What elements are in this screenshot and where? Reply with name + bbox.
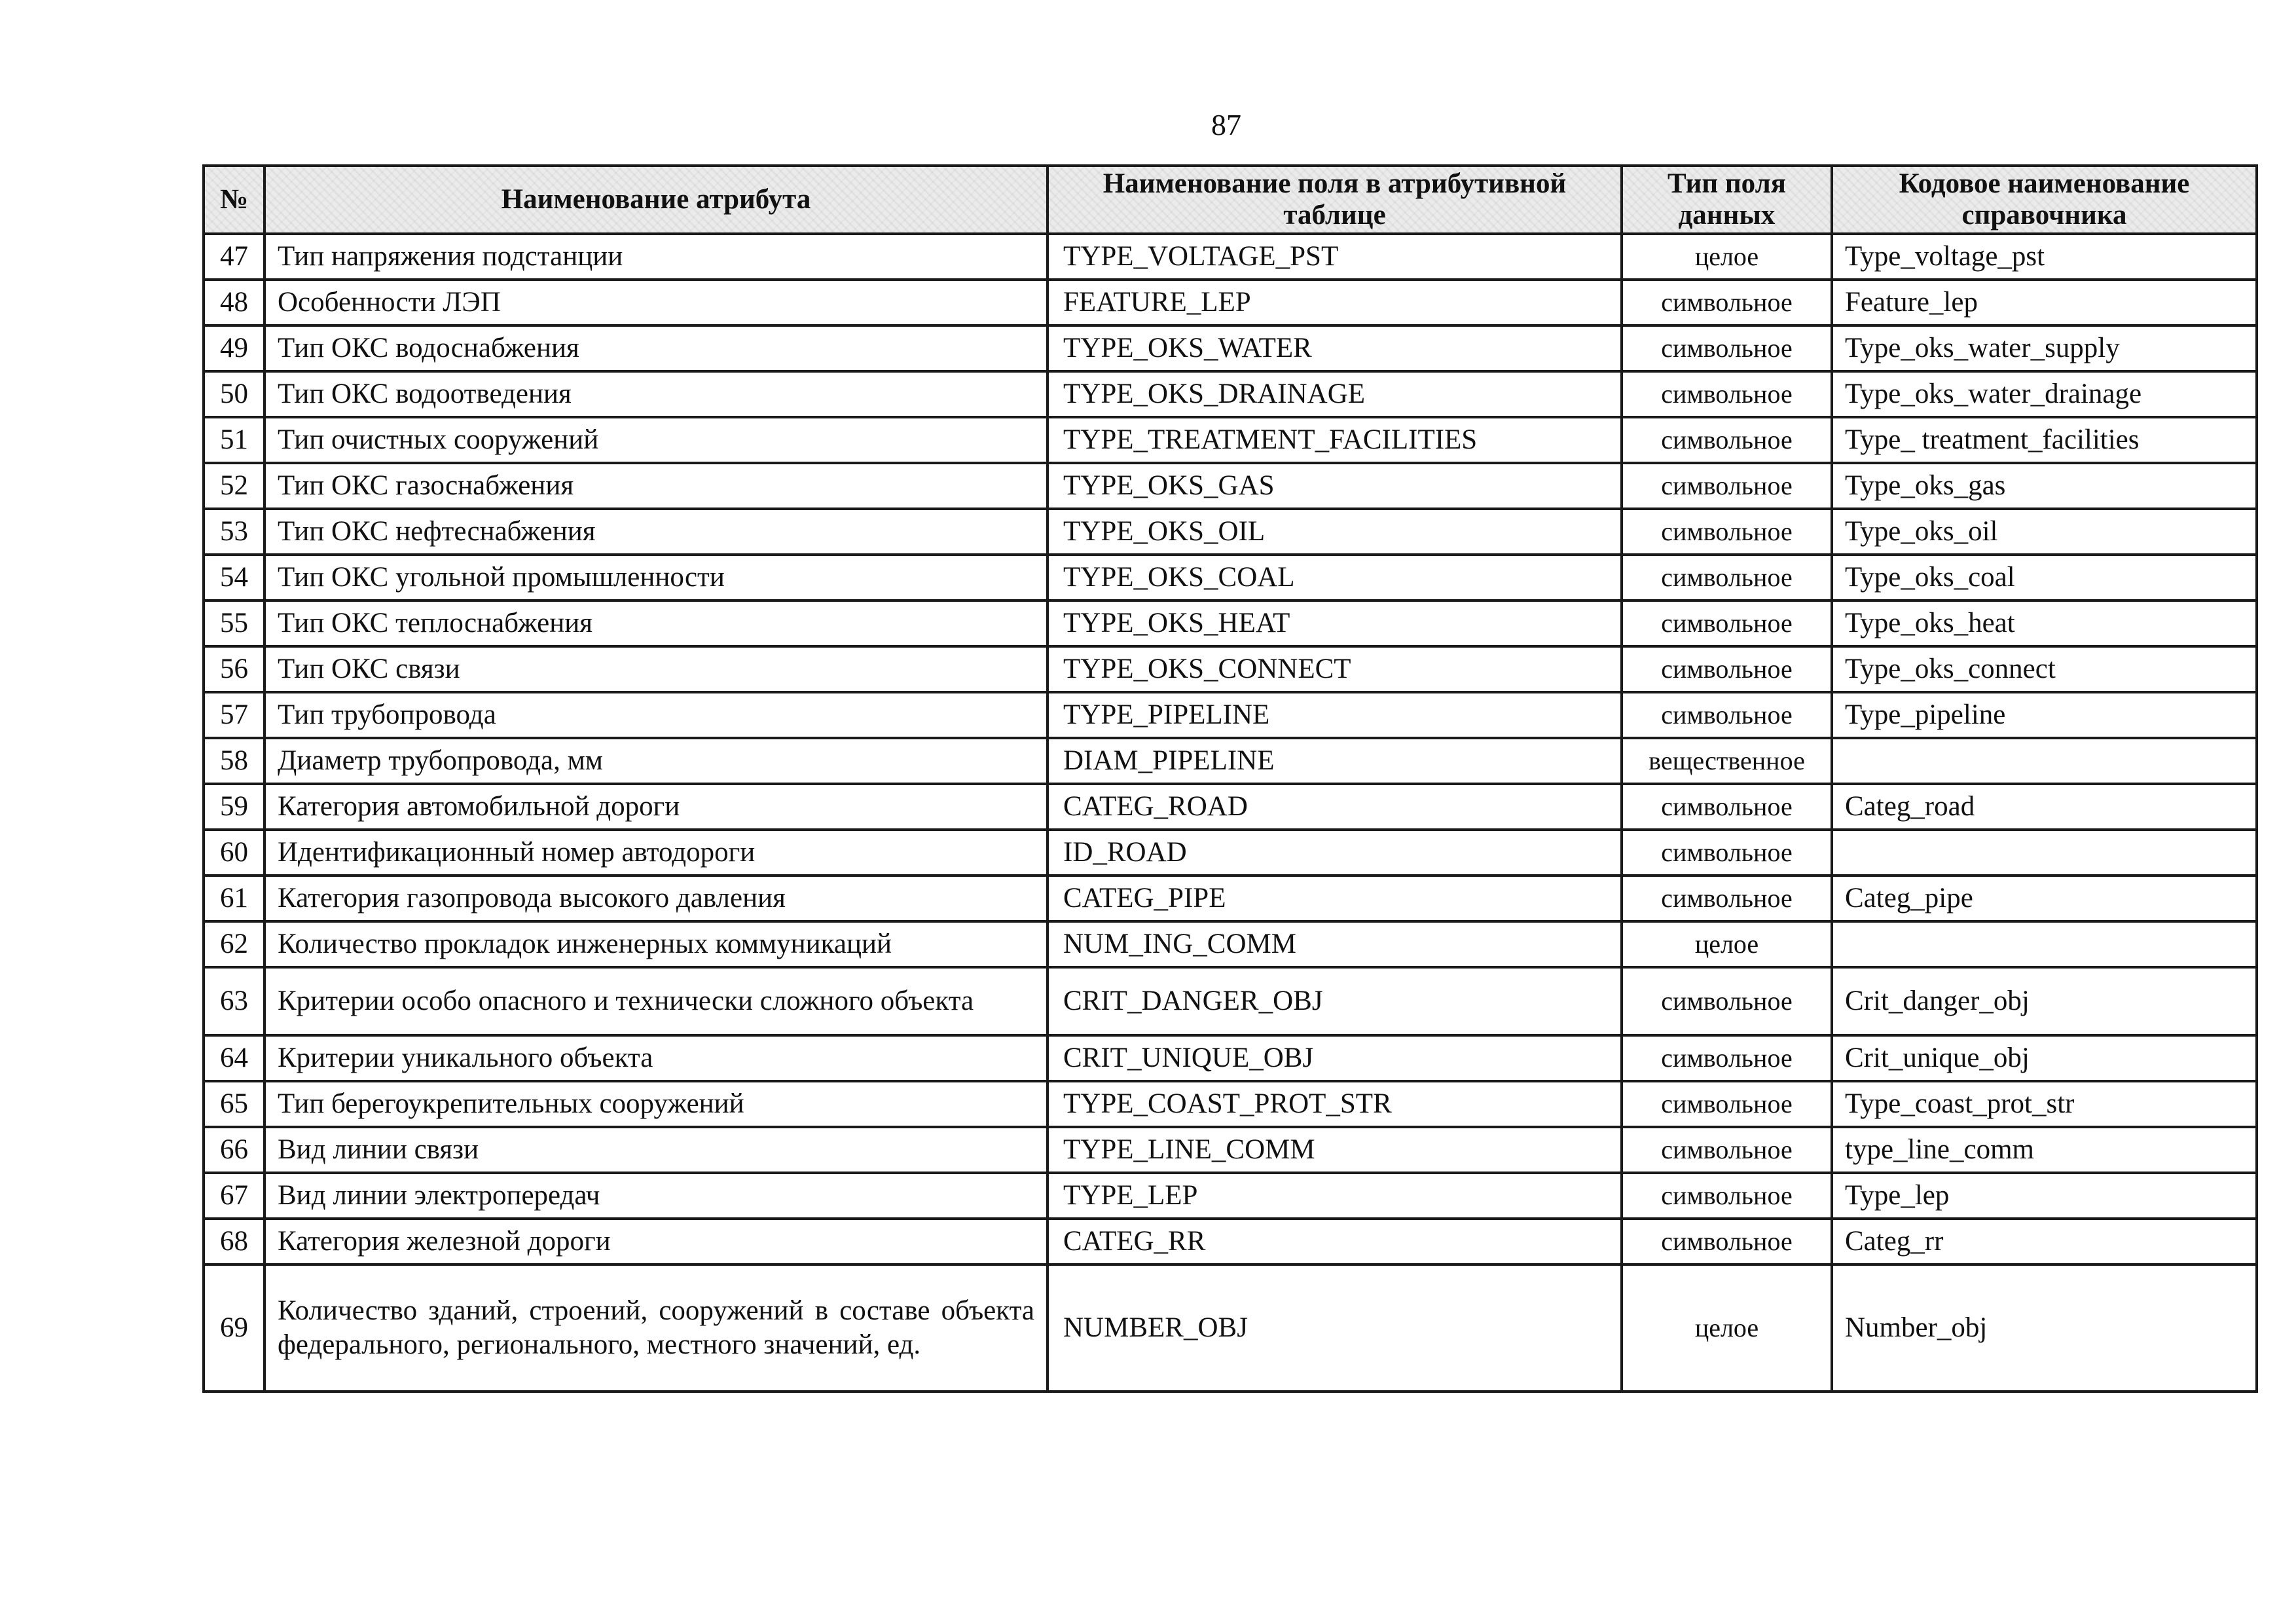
reference-code: Crit_unique_obj [1832,1035,2257,1081]
table-row [204,463,2257,509]
reference-code: Categ_pipe [1832,876,2257,921]
data-type: символьное [1622,600,1832,646]
field-name: CRIT_DANGER_OBJ [1048,967,1622,1035]
row-number: 55 [204,600,264,646]
table-row [204,1219,2257,1264]
row-number: 56 [204,646,264,692]
data-type: символьное [1622,1035,1832,1081]
data-type: символьное [1622,463,1832,509]
row-number: 52 [204,463,264,509]
reference-code [1832,921,2257,967]
row-number: 48 [204,280,264,325]
field-name: TYPE_TREATMENT_FACILITIES [1048,417,1622,463]
attribute-name: Тип ОКС угольной промышленности [264,555,1048,600]
table-row [204,234,2257,280]
field-name: TYPE_OKS_OIL [1048,509,1622,555]
data-type: символьное [1622,784,1832,830]
attribute-name: Количество прокладок инженерных коммуникаций [264,921,1048,967]
data-type: символьное [1622,692,1832,738]
data-type: символьное [1622,1219,1832,1264]
row-number: 69 [204,1264,264,1392]
table-row [204,784,2257,830]
attribute-name: Тип ОКС газоснабжения [264,463,1048,509]
reference-code: Type_coast_prot_str [1832,1081,2257,1127]
table-row [204,1173,2257,1219]
table-row [204,692,2257,738]
row-number: 65 [204,1081,264,1127]
reference-code: Type_oks_connect [1832,646,2257,692]
data-type: символьное [1622,876,1832,921]
reference-code: Type_oks_water_supply [1832,325,2257,371]
row-number: 59 [204,784,264,830]
attribute-name: Критерии особо опасного и технически сложного объекта [264,967,1048,1035]
attribute-name: Тип напряжения подстанции [264,234,1048,280]
reference-code: Type_lep [1832,1173,2257,1219]
field-name: FEATURE_LEP [1048,280,1622,325]
attribute-name: Категория автомобильной дороги [264,784,1048,830]
data-type: символьное [1622,280,1832,325]
data-type: символьное [1622,1173,1832,1219]
row-number: 62 [204,921,264,967]
reference-code: type_line_comm [1832,1127,2257,1173]
attribute-name: Тип ОКС связи [264,646,1048,692]
field-name: TYPE_LEP [1048,1173,1622,1219]
attribute-name: Диаметр трубопровода, мм [264,738,1048,784]
field-name: DIAM_PIPELINE [1048,738,1622,784]
field-name: CRIT_UNIQUE_OBJ [1048,1035,1622,1081]
table-row [204,921,2257,967]
row-number: 58 [204,738,264,784]
table-row [204,1264,2257,1392]
data-type: символьное [1622,646,1832,692]
row-number: 49 [204,325,264,371]
data-type: символьное [1622,830,1832,876]
data-type: символьное [1622,509,1832,555]
field-name: TYPE_OKS_HEAT [1048,600,1622,646]
table-row [204,280,2257,325]
data-type: символьное [1622,1081,1832,1127]
table-row [204,738,2257,784]
attribute-name: Тип трубопровода [264,692,1048,738]
reference-code: Type_ treatment_facilities [1832,417,2257,463]
data-type: символьное [1622,1127,1832,1173]
data-type: целое [1622,234,1832,280]
row-number: 53 [204,509,264,555]
attribute-name: Вид линии электропередач [264,1173,1048,1219]
attribute-name: Тип ОКС нефтеснабжения [264,509,1048,555]
reference-code [1832,830,2257,876]
attribute-name: Тип очистных сооружений [264,417,1048,463]
row-number: 63 [204,967,264,1035]
table-row [204,600,2257,646]
header-reference-code: Кодовое наименование справочника [1832,166,2257,234]
reference-code: Categ_road [1832,784,2257,830]
data-type: символьное [1622,325,1832,371]
field-name: TYPE_OKS_DRAINAGE [1048,371,1622,417]
table-row [204,967,2257,1035]
reference-code: Type_pipeline [1832,692,2257,738]
table-row [204,509,2257,555]
data-type: вещественное [1622,738,1832,784]
header-field-name: Наименование поля в атрибутивной таблице [1048,166,1622,234]
attribute-name: Тип ОКС водоотведения [264,371,1048,417]
reference-code: Crit_danger_obj [1832,967,2257,1035]
table-row [204,646,2257,692]
header-data-type: Тип поля данных [1622,166,1832,234]
data-type: символьное [1622,967,1832,1035]
attribute-name: Особенности ЛЭП [264,280,1048,325]
row-number: 68 [204,1219,264,1264]
data-type: символьное [1622,371,1832,417]
attribute-name: Тип берегоукрепительных сооружений [264,1081,1048,1127]
attribute-name: Критерии уникального объекта [264,1035,1048,1081]
field-name: TYPE_PIPELINE [1048,692,1622,738]
field-name: ID_ROAD [1048,830,1622,876]
row-number: 60 [204,830,264,876]
attribute-table [202,164,2258,1393]
attribute-name: Количество зданий, строений, сооружений в составе объекта федерального, регионального, местного значений, ед. [264,1264,1048,1392]
field-name: TYPE_COAST_PROT_STR [1048,1081,1622,1127]
row-number: 47 [204,234,264,280]
attribute-name: Тип ОКС теплоснабжения [264,600,1048,646]
row-number: 66 [204,1127,264,1173]
attribute-name: Тип ОКС водоснабжения [264,325,1048,371]
reference-code: Type_oks_water_drainage [1832,371,2257,417]
table-row [204,830,2257,876]
reference-code: Feature_lep [1832,280,2257,325]
data-type: символьное [1622,555,1832,600]
field-name: TYPE_OKS_COAL [1048,555,1622,600]
row-number: 54 [204,555,264,600]
reference-code: Type_oks_heat [1832,600,2257,646]
field-name: TYPE_OKS_WATER [1048,325,1622,371]
reference-code: Categ_rr [1832,1219,2257,1264]
row-number: 61 [204,876,264,921]
field-name: TYPE_LINE_COMM [1048,1127,1622,1173]
table-body [204,234,2257,1392]
header-number: № [204,166,264,234]
field-name: TYPE_OKS_CONNECT [1048,646,1622,692]
field-name: CATEG_ROAD [1048,784,1622,830]
field-name: TYPE_VOLTAGE_PST [1048,234,1622,280]
attribute-name: Категория железной дороги [264,1219,1048,1264]
page-number: 87 [1211,108,1241,141]
reference-code: Type_oks_oil [1832,509,2257,555]
reference-code [1832,738,2257,784]
field-name: TYPE_OKS_GAS [1048,463,1622,509]
table-row [204,1081,2257,1127]
table-row [204,325,2257,371]
row-number: 51 [204,417,264,463]
field-name: CATEG_RR [1048,1219,1622,1264]
attribute-name: Категория газопровода высокого давления [264,876,1048,921]
attribute-name: Вид линии связи [264,1127,1048,1173]
reference-code: Number_obj [1832,1264,2257,1392]
table-row [204,876,2257,921]
field-name: NUMBER_OBJ [1048,1264,1622,1392]
reference-code: Type_oks_coal [1832,555,2257,600]
data-type: целое [1622,1264,1832,1392]
table-row [204,417,2257,463]
table-row [204,371,2257,417]
table-header-row [204,166,2257,234]
row-number: 57 [204,692,264,738]
field-name: NUM_ING_COMM [1048,921,1622,967]
attribute-name: Идентификационный номер автодороги [264,830,1048,876]
header-attribute-name: Наименование атрибута [264,166,1048,234]
row-number: 64 [204,1035,264,1081]
reference-code: Type_voltage_pst [1832,234,2257,280]
row-number: 67 [204,1173,264,1219]
table-row [204,1127,2257,1173]
reference-code: Type_oks_gas [1832,463,2257,509]
data-type: символьное [1622,417,1832,463]
table-row [204,1035,2257,1081]
row-number: 50 [204,371,264,417]
field-name: CATEG_PIPE [1048,876,1622,921]
data-type: целое [1622,921,1832,967]
table-row [204,555,2257,600]
